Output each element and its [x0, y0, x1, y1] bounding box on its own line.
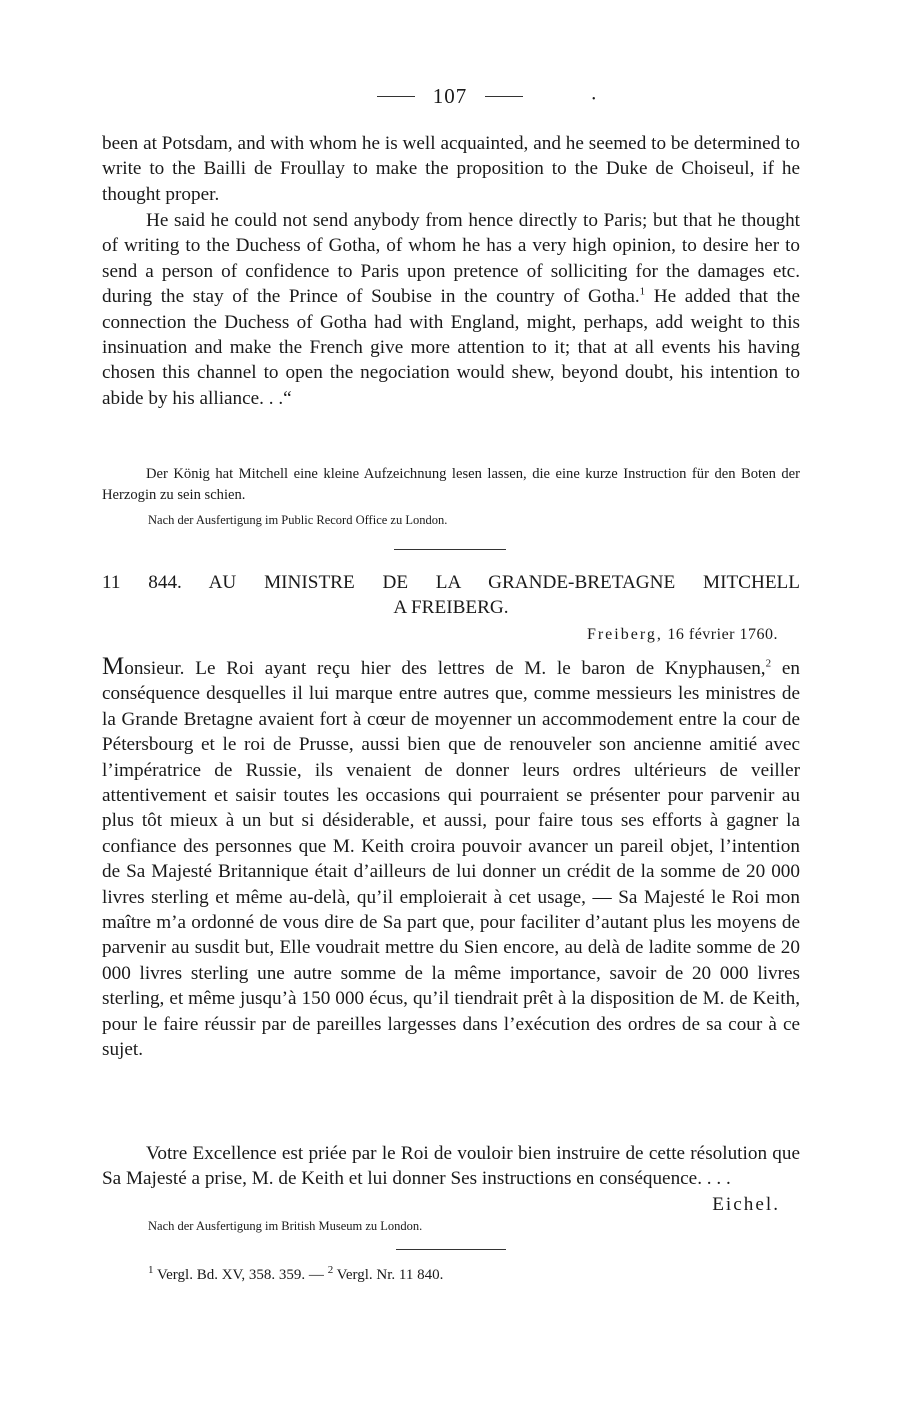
footnote-2-mark: 2 — [327, 1264, 334, 1276]
dateline — [587, 624, 778, 646]
source-note-2: Nach der Ausfertigung im British Museum zu London. — [148, 1219, 423, 1233]
dateline-date: 16 février 1760. — [662, 626, 778, 643]
editorial-note: Der König hat Mitchell eine kleine Aufzeichnung lesen lassen, die eine kurze Instruction für den Boten der Herzogin zu sein schien. — [102, 466, 800, 503]
footnote-ref-1: 1 — [639, 285, 646, 298]
footnote-2: Vergl. Nr. 11 840. — [333, 1267, 444, 1283]
document-paragraph-1-text-a: onsieur. Le Roi ayant reçu hier des lettres de M. le baron de Knyphausen, — [124, 658, 766, 679]
document-paragraph-1 — [102, 654, 800, 1063]
footnotes — [148, 1264, 443, 1286]
footnote-divider — [396, 1249, 506, 1250]
document-title-line-1: AU MINISTRE DE LA GRANDE-BRETAGNE MITCHELL — [208, 572, 800, 593]
source-note-1: Nach der Ausfertigung im Public Record Office zu London. — [148, 513, 448, 527]
initial-letter: M — [102, 653, 125, 680]
document-heading — [102, 571, 800, 595]
document-title-line-2: A FREIBERG. — [393, 597, 509, 618]
letter-paragraph-1: been at Potsdam, and with whom he is well acquainted, and he seemed to be determined to write to the Bailli de Froullay to make the proposition to the Duke de Choiseul, if he thought proper. — [102, 133, 800, 205]
header-rule-right — [485, 96, 523, 97]
footnote-ref-2: 2 — [765, 657, 772, 670]
page-header — [0, 84, 900, 114]
document-paragraph-1-text-b: en conséquence desquelles il lui marque entre autres que, comme messieurs les ministres de la Grande Bretagne avaient fort à cœur de moyenner un accommodement entre la cour de Pétersbourg et le roi de Prusse, aussi bien que de renouveler son ancienne amitié avec l’impératrice de Russie, ils venaient de donner leurs ordres ultérieurs de veiller attentivement et saisir toutes les occasions qui pourraient se présenter pour parvenir au plus tôt mieux à un but si désiderable, et aussi, pour faire tous ses efforts à gagner la confiance des personnes que M. Keith croira pouvoir avancer un pareil objet, l’intention de Sa Majesté Britannique était d’ailleurs de lui donner un crédit de la somme de 20 000 livres sterling et même au-delà, qu’il emploierait à cet usage, — Sa Majesté le Roi mon maître m’a ordonné de vous dire de Sa part que, pour faciliter d’autant plus les moyens de parvenir au susdit but, Elle voudrait mettre du Sien encore, au delà de ladite somme de 20 000 livres sterling une autre somme de la même importance, savoir de 20 000 livres sterling, et même jusqu’à 150 000 écus, qu’il tiendrait prêt à la disposition de M. de Keith, pour le faire réussir par de pareilles largesses dans l’exécution des ordres de sa cour à ce sujet. — [102, 658, 800, 1061]
footnote-1: Vergl. Bd. XV, 358. 359. — — [153, 1267, 328, 1283]
header-rule-left — [377, 96, 415, 97]
footnote-1-mark: 1 — [148, 1264, 154, 1276]
letter-paragraph-2-text-b: He added that the connection the Duchess of Gotha had with England, might, perhaps, add weight to this insinuation and make the French give more attention to it; that at all events his having chosen this channel to open the negociation would shew, beyond doubt, his intention to abide by his alliance. . .“ — [102, 286, 800, 409]
section-divider — [394, 549, 506, 550]
page-number: 107 — [432, 84, 468, 108]
document-paragraph-2-text: Votre Excellence est priée par le Roi de vouloir bien instruire de cette résolution que Sa Majesté a prise, M. de Keith et lui donner Ses instructions en conséquence. . . . — [102, 1143, 800, 1190]
signature: Eichel. — [712, 1193, 780, 1215]
letter-paragraph-2-text-a: He said he could not send anybody from hence directly to Paris; but that he thought of writing to the Duchess of Gotha, of whom he has a very high opinion, to desire her to send a person of confidence to Paris upon pretence of solliciting for the damages etc. during the stay of the Prince of Soubise in the country of Gotha. — [102, 210, 800, 308]
document-paragraph-2 — [102, 1141, 800, 1217]
header-mark: • — [592, 94, 596, 105]
dateline-place: Freiberg, — [586, 626, 663, 643]
letter-paragraph-2 — [102, 208, 800, 411]
document-number: 11 844. — [102, 572, 182, 593]
